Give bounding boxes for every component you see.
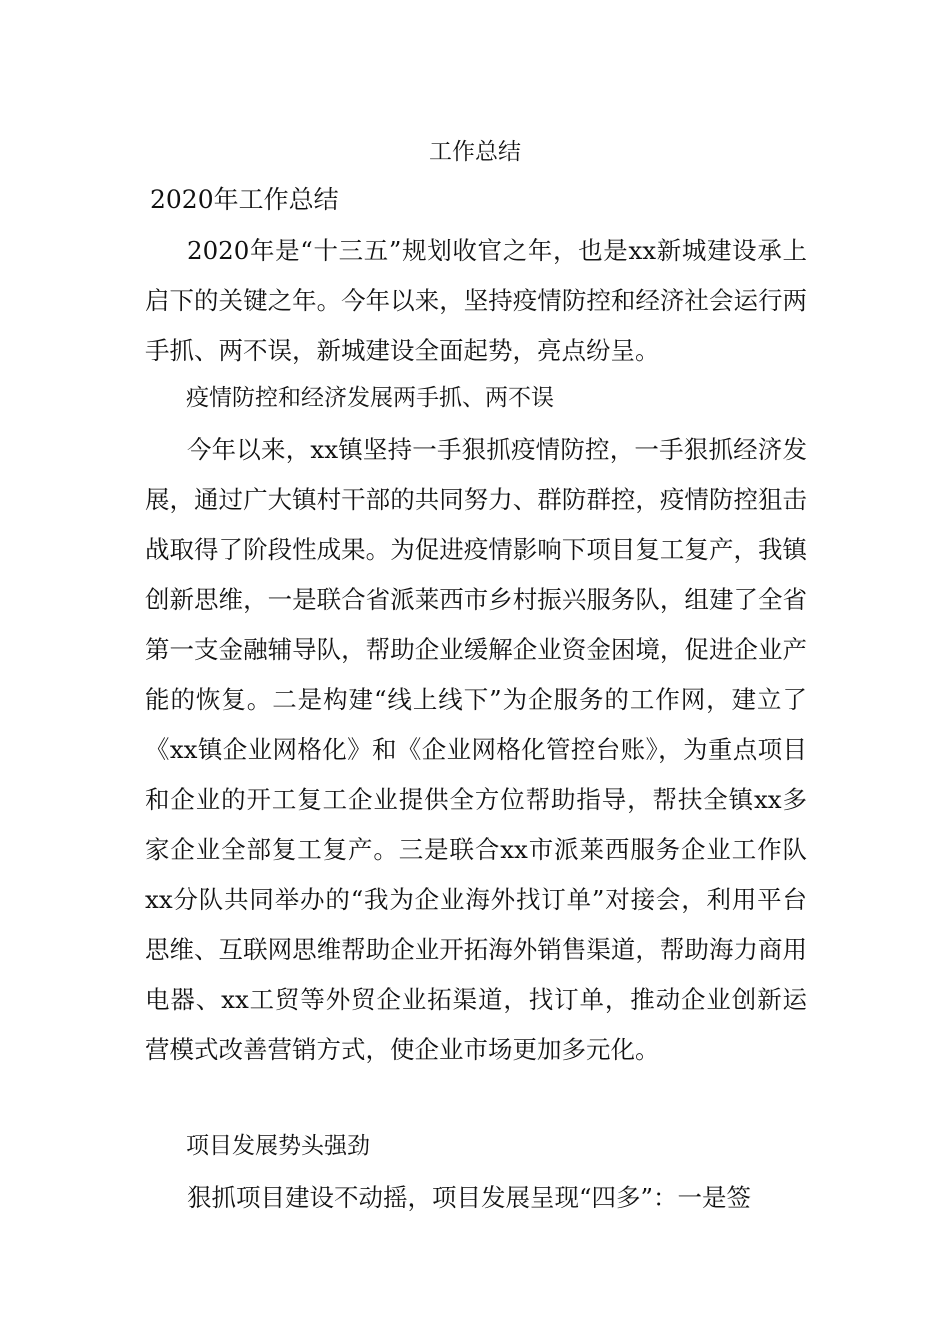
paragraph-epidemic: 今年以来，xx镇坚持一手狠抓疫情防控，一手狠抓经济发展，通过广大镇村干部的共同努力、群防群控，疫情防控狙击战取得了阶段性成果。为促进疫情影响下项目复工复产，我镇创新思维，一是联合省派莱西市乡村振兴服务队，组建了全省第一支金融辅导队，帮助企业缓解企业资金困境，促进企业产能的恢复。二是构建“线上线下”为企服务的工作网，建立了《xx镇企业网格化》和《企业网格化管控台账》，为重点项目和企业的开工复工企业提供全方位帮助指导，帮扶全镇xx多家企业全部复工复产。三是联合xx市派莱西服务企业工作队xx分队共同举办的“我为企业海外找订单”对接会，利用平台思维、互联网思维帮助企业开拓海外销售渠道，帮助海力商用电器、xx工贸等外贸企业拓渠道，找订单，推动企业创新运营模式改善营销方式，使企业市场更加多元化。: [145, 435, 807, 1064]
section-heading-projects: 项目发展势头强劲: [186, 1133, 370, 1159]
paragraph-intro: 2020年是“十三五”规划收官之年，也是xx新城建设承上启下的关键之年。今年以来，坚持疫情防控和经济社会运行两手抓、两不误，新城建设全面起势，亮点纷呈。: [145, 236, 807, 365]
document-title: 工作总结: [429, 139, 521, 165]
document-subtitle: 2020年工作总结: [150, 185, 339, 214]
paragraph-projects: 狠抓项目建设不动摇，项目发展呈现“四多”：一是签: [187, 1183, 752, 1212]
section-heading-epidemic: 疫情防控和经济发展两手抓、两不误: [186, 385, 554, 411]
